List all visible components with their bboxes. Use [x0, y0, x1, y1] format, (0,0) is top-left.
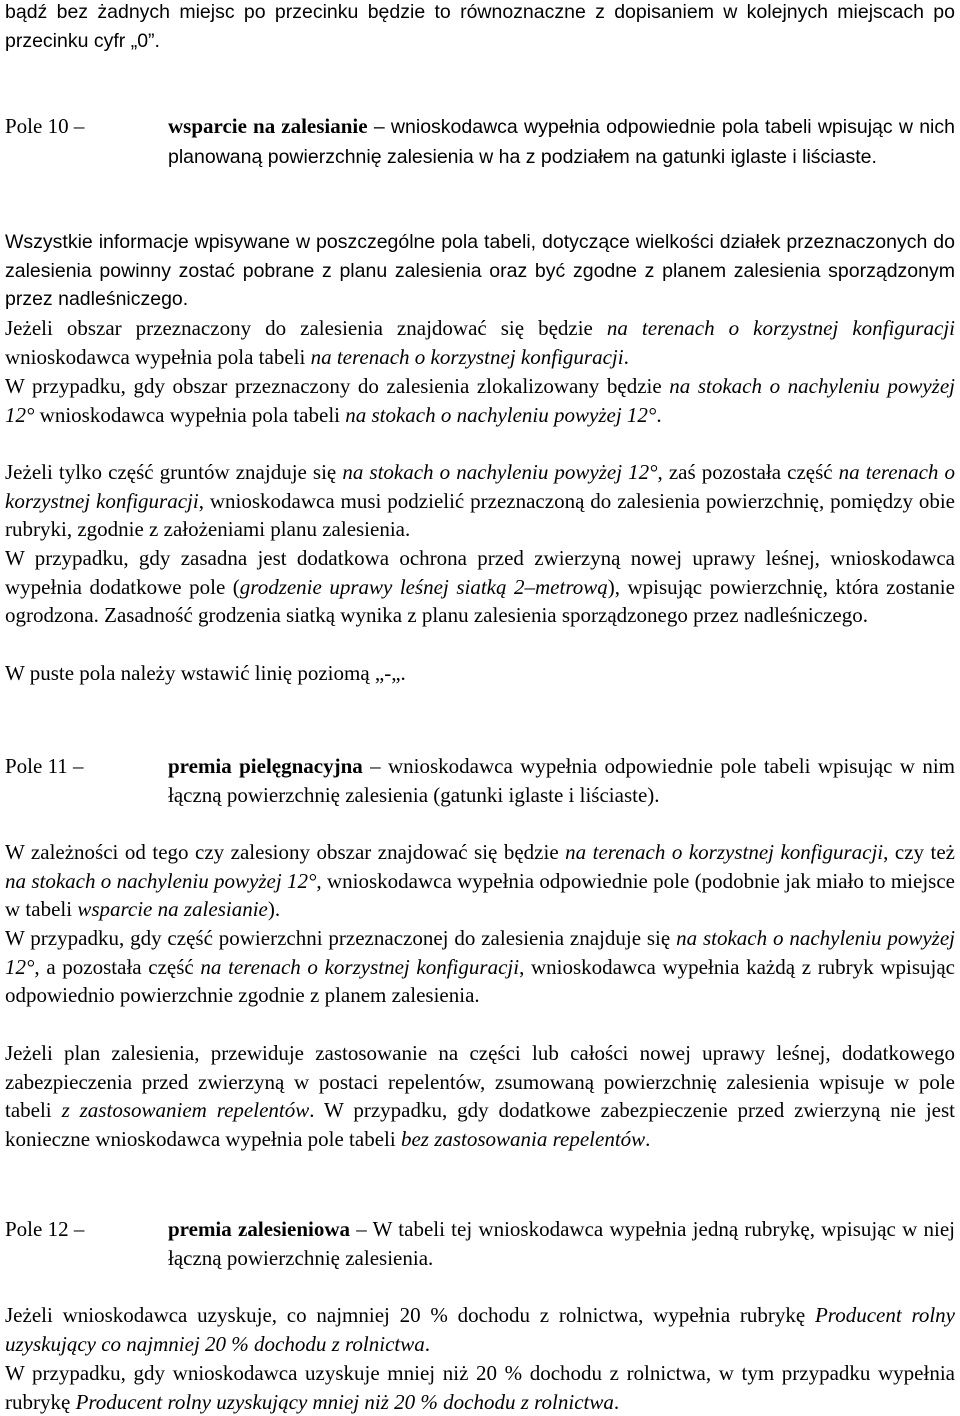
pole-10-header — [5, 112, 955, 171]
pole-10-label: Pole 10 – — [5, 114, 85, 138]
pole-10-paragraph-4: Jeżeli tylko część gruntów znajduje się na stokach o nachyleniu powyżej 12°, zaś pozostała część na terenach o korzystnej konfiguracji, wnioskodawca musi podzielić przeznaczoną do zalesienia powierzchnię, pomiędzy obie rubryki, zgodnie z założeniami planu zalesienia. — [5, 460, 955, 542]
pole-12-header — [5, 1215, 955, 1272]
pole-10-paragraph-1: Wszystkie informacje wpisywane w poszczególne pola tabeli, dotyczące wielkości działek przeznaczonych do zalesienia powinny zostać pobrane z planu zalesienia oraz być zgodne z planem zalesienia sporządzonym przez nadleśniczego. — [5, 231, 955, 311]
pole-12-paragraph-1: Jeżeli wnioskodawca uzyskuje, co najmniej 20 % dochodu z rolnictwa, wypełnia rubrykę Producent rolny uzyskujący co najmniej 20 % dochodu z rolnictwa. — [5, 1303, 955, 1356]
pole-12-label: Pole 12 – — [5, 1217, 85, 1241]
pole-10-paragraph-3: W przypadku, gdy obszar przeznaczony do zalesienia zlokalizowany będzie na stokach o nachyleniu powyżej 12° wnioskodawca wypełnia pola tabeli na stokach o nachyleniu powyżej 12°. — [5, 374, 955, 427]
pole-10-paragraph-2: Jeżeli obszar przeznaczony do zalesienia znajdować się będzie na terenach o korzystnej konfiguracji wnioskodawca wypełnia pola tabeli na terenach o korzystnej konfiguracji. — [5, 316, 955, 369]
pole-11-label: Pole 11 – — [5, 754, 84, 778]
pole-10-paragraph-6: W puste pola należy wstawić linię poziomą „-„. — [5, 661, 406, 685]
pole-10-paragraph-5: W przypadku, gdy zasadna jest dodatkowa ochrona przed zwierzyną nowej uprawy leśnej, wnioskodawca wypełnia dodatkowe pole (grodzenie uprawy leśnej siatką 2–metrową), wpisując powierzchnię, która zostanie ogrodzona. Zasadność grodzenia siatką wynika z planu zalesienia sporządzonego przez nadleśniczego. — [5, 546, 955, 628]
pole-11-paragraph-3: Jeżeli plan zalesienia, przewiduje zastosowanie na części lub całości nowej uprawy leśnej, dodatkowego zabezpieczenia przed zwierzyną w postaci repelentów, zsumowaną powierzchnię zalesienia wpisuje w pole tabeli z zastosowaniem repelentów. W przypadku, gdy dodatkowe zabezpieczenie przed zwierzyną nie jest konieczne wnioskodawca wypełnia pole tabeli bez zastosowania repelentów. — [5, 1041, 955, 1151]
pole-11-paragraph-2: W przypadku, gdy część powierzchni przeznaczonej do zalesienia znajduje się na stokach o nachyleniu powyżej 12°, a pozostała część na terenach o korzystnej konfiguracji, wnioskodawca wypełnia każdą z rubryk wpisując odpowiednio powierzchnie zgodnie z planem zalesienia. — [5, 926, 955, 1008]
pole-10-description: wsparcie na zalesianie – wnioskodawca wypełnia odpowiednie pola tabeli wpisując w nich planowaną powierzchnię zalesienia w ha z podziałem na gatunki iglaste i liściaste. — [168, 114, 955, 168]
pole-11-paragraph-1: W zależności od tego czy zalesiony obszar znajdować się będzie na terenach o korzystnej konfiguracji, czy też na stokach o nachyleniu powyżej 12°, wnioskodawca wypełnia odpowiednie pole (podobnie jak miało to miejsce w tabeli wsparcie na zalesianie). — [5, 840, 955, 922]
pole-12-paragraph-2: W przypadku, gdy wnioskodawca uzyskuje mniej niż 20 % dochodu z rolnictwa, w tym przypadku wypełnia rubrykę Producent rolny uzyskujący mniej niż 20 % dochodu z rolnictwa. — [5, 1361, 955, 1414]
intro-paragraph: bądź bez żadnych miejsc po przecinku będzie to równoznaczne z dopisaniem w kolejnych miejscach po przecinku cyfr „0”. — [5, 1, 955, 52]
pole-11-header — [5, 752, 955, 809]
pole-12-description: premia zalesieniowa – W tabeli tej wnioskodawca wypełnia jedną rubrykę, wpisując w niej łączną powierzchnię zalesienia. — [168, 1217, 955, 1270]
pole-11-description: premia pielęgnacyjna – wnioskodawca wypełnia odpowiednie pole tabeli wpisując w nim łączną powierzchnię zalesienia (gatunki iglaste i liściaste). — [168, 754, 955, 807]
